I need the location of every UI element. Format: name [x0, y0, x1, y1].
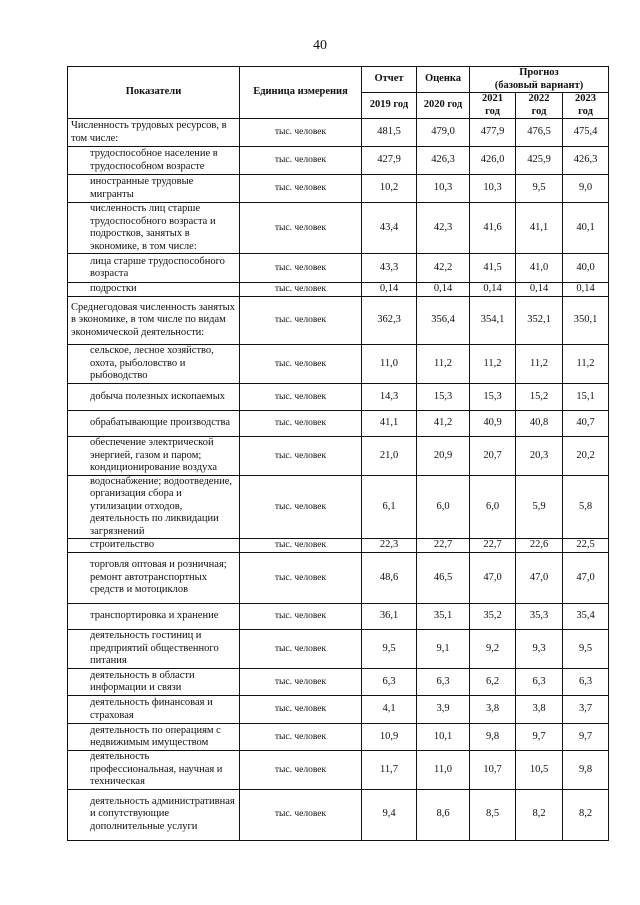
- row-value: 20,3: [516, 437, 563, 476]
- row-value: 9,5: [362, 630, 417, 669]
- row-value: 10,2: [362, 175, 417, 203]
- row-value: 35,3: [516, 604, 563, 630]
- row-value: 354,1: [470, 297, 516, 345]
- table-row: [68, 604, 609, 630]
- row-unit: тыс. человек: [240, 411, 362, 437]
- row-value: 350,1: [563, 297, 609, 345]
- row-indicator-name: деятельность по операциям с недвижимым имуществом: [68, 724, 240, 751]
- header-unit: Единица измерения: [240, 67, 362, 119]
- header-year: 2021 год: [470, 93, 516, 119]
- row-value: 35,4: [563, 604, 609, 630]
- row-value: 35,1: [417, 604, 470, 630]
- row-value: 475,4: [563, 119, 609, 147]
- row-value: 0,14: [563, 283, 609, 297]
- row-value: 6,0: [417, 475, 470, 539]
- row-value: 477,9: [470, 119, 516, 147]
- row-value: 362,3: [362, 297, 417, 345]
- row-indicator-name: лица старше трудоспособного возраста: [68, 254, 240, 283]
- row-unit: тыс. человек: [240, 384, 362, 411]
- row-value: 426,3: [563, 147, 609, 175]
- row-value: 8,5: [470, 789, 516, 840]
- header-year: 2022 год: [516, 93, 563, 119]
- row-unit: тыс. человек: [240, 119, 362, 147]
- row-indicator-name: водоснабжение; водоотведение, организация сбора и утилизации отходов, деятельность по ликвидации загрязнений: [68, 475, 240, 539]
- table-row: [68, 203, 609, 254]
- row-value: 10,9: [362, 724, 417, 751]
- row-indicator-name: строительство: [68, 539, 240, 553]
- row-value: 356,4: [417, 297, 470, 345]
- row-value: 42,2: [417, 254, 470, 283]
- row-value: 41,2: [417, 411, 470, 437]
- table-row: [68, 669, 609, 696]
- row-value: 15,3: [470, 384, 516, 411]
- row-indicator-name: транспортировка и хранение: [68, 604, 240, 630]
- row-unit: тыс. человек: [240, 283, 362, 297]
- row-value: 6,0: [470, 475, 516, 539]
- row-value: 4,1: [362, 696, 417, 724]
- header-year: 2020 год: [417, 93, 470, 119]
- row-value: 10,5: [516, 751, 563, 790]
- row-value: 43,4: [362, 203, 417, 254]
- row-indicator-name: деятельность в области информации и связи: [68, 669, 240, 696]
- row-value: 47,0: [516, 553, 563, 604]
- row-indicator-name: обрабатывающие производства: [68, 411, 240, 437]
- row-value: 6,1: [362, 475, 417, 539]
- row-value: 352,1: [516, 297, 563, 345]
- table-row: [68, 175, 609, 203]
- table-row: [68, 724, 609, 751]
- row-value: 15,3: [417, 384, 470, 411]
- row-value: 40,9: [470, 411, 516, 437]
- table-row: [68, 475, 609, 539]
- row-value: 481,5: [362, 119, 417, 147]
- row-value: 9,2: [470, 630, 516, 669]
- row-value: 5,9: [516, 475, 563, 539]
- row-value: 10,1: [417, 724, 470, 751]
- row-value: 6,3: [516, 669, 563, 696]
- row-value: 47,0: [470, 553, 516, 604]
- row-value: 40,0: [563, 254, 609, 283]
- row-value: 9,1: [417, 630, 470, 669]
- row-value: 14,3: [362, 384, 417, 411]
- row-value: 41,5: [470, 254, 516, 283]
- row-value: 9,5: [516, 175, 563, 203]
- header-estimate: Оценка: [417, 67, 470, 93]
- row-value: 22,7: [470, 539, 516, 553]
- row-value: 40,1: [563, 203, 609, 254]
- labor-forecast-table: [67, 66, 609, 841]
- row-value: 8,2: [516, 789, 563, 840]
- row-value: 42,3: [417, 203, 470, 254]
- table-row: [68, 297, 609, 345]
- row-value: 11,2: [417, 345, 470, 384]
- row-unit: тыс. человек: [240, 604, 362, 630]
- header-year: 2023 год: [563, 93, 609, 119]
- row-value: 43,3: [362, 254, 417, 283]
- row-unit: тыс. человек: [240, 789, 362, 840]
- header-forecast: Прогноз (базовый вариант): [470, 67, 609, 93]
- row-value: 9,7: [516, 724, 563, 751]
- row-unit: тыс. человек: [240, 297, 362, 345]
- row-value: 3,7: [563, 696, 609, 724]
- row-value: 20,9: [417, 437, 470, 476]
- row-unit: тыс. человек: [240, 147, 362, 175]
- row-value: 426,3: [417, 147, 470, 175]
- row-value: 6,3: [563, 669, 609, 696]
- row-value: 5,8: [563, 475, 609, 539]
- table-row: [68, 254, 609, 283]
- table-row: [68, 411, 609, 437]
- page-number: 40: [313, 38, 327, 53]
- row-value: 9,3: [516, 630, 563, 669]
- row-value: 22,3: [362, 539, 417, 553]
- row-value: 11,2: [470, 345, 516, 384]
- row-value: 6,2: [470, 669, 516, 696]
- row-unit: тыс. человек: [240, 203, 362, 254]
- header-report: Отчет: [362, 67, 417, 93]
- row-value: 20,2: [563, 437, 609, 476]
- row-value: 476,5: [516, 119, 563, 147]
- row-value: 479,0: [417, 119, 470, 147]
- row-indicator-name: подростки: [68, 283, 240, 297]
- row-value: 10,3: [417, 175, 470, 203]
- row-unit: тыс. человек: [240, 630, 362, 669]
- row-value: 15,2: [516, 384, 563, 411]
- table-row: [68, 384, 609, 411]
- row-indicator-name: иностранные трудовые мигранты: [68, 175, 240, 203]
- row-indicator-name: обеспечение электрической энергией, газом и паром; кондиционирование воздуха: [68, 437, 240, 476]
- row-value: 40,7: [563, 411, 609, 437]
- table-row: [68, 437, 609, 476]
- row-unit: тыс. человек: [240, 254, 362, 283]
- row-unit: тыс. человек: [240, 696, 362, 724]
- table-body: [68, 119, 609, 841]
- header-indicators: Показатели: [68, 67, 240, 119]
- row-value: 10,3: [470, 175, 516, 203]
- row-value: 10,7: [470, 751, 516, 790]
- row-value: 0,14: [417, 283, 470, 297]
- row-indicator-name: Численность трудовых ресурсов, в том числе:: [68, 119, 240, 147]
- row-value: 22,6: [516, 539, 563, 553]
- row-value: 6,3: [362, 669, 417, 696]
- table-row: [68, 147, 609, 175]
- row-value: 46,5: [417, 553, 470, 604]
- row-value: 425,9: [516, 147, 563, 175]
- row-value: 40,8: [516, 411, 563, 437]
- table-row: [68, 345, 609, 384]
- row-indicator-name: трудоспособное население в трудоспособном возрасте: [68, 147, 240, 175]
- row-value: 11,0: [417, 751, 470, 790]
- table-row: [68, 283, 609, 297]
- row-value: 11,2: [516, 345, 563, 384]
- row-unit: тыс. человек: [240, 724, 362, 751]
- row-value: 0,14: [362, 283, 417, 297]
- row-value: 6,3: [417, 669, 470, 696]
- row-value: 9,8: [470, 724, 516, 751]
- row-unit: тыс. человек: [240, 475, 362, 539]
- row-value: 41,0: [516, 254, 563, 283]
- row-value: 22,5: [563, 539, 609, 553]
- row-unit: тыс. человек: [240, 175, 362, 203]
- row-indicator-name: деятельность финансовая и страховая: [68, 696, 240, 724]
- row-value: 0,14: [516, 283, 563, 297]
- row-value: 8,2: [563, 789, 609, 840]
- row-value: 3,8: [516, 696, 563, 724]
- row-value: 9,7: [563, 724, 609, 751]
- row-indicator-name: деятельность административная и сопутствующие дополнительные услуги: [68, 789, 240, 840]
- row-value: 3,9: [417, 696, 470, 724]
- row-value: 9,8: [563, 751, 609, 790]
- table-row: [68, 789, 609, 840]
- row-value: 47,0: [563, 553, 609, 604]
- row-indicator-name: деятельность гостиниц и предприятий общественного питания: [68, 630, 240, 669]
- row-unit: тыс. человек: [240, 437, 362, 476]
- row-value: 15,1: [563, 384, 609, 411]
- row-unit: тыс. человек: [240, 539, 362, 553]
- row-value: 9,4: [362, 789, 417, 840]
- table-row: [68, 539, 609, 553]
- row-value: 11,2: [563, 345, 609, 384]
- row-value: 48,6: [362, 553, 417, 604]
- row-value: 41,6: [470, 203, 516, 254]
- header-row-top: [68, 67, 609, 93]
- row-indicator-name: добыча полезных ископаемых: [68, 384, 240, 411]
- table-row: [68, 553, 609, 604]
- row-value: 36,1: [362, 604, 417, 630]
- table-row: [68, 751, 609, 790]
- row-value: 11,7: [362, 751, 417, 790]
- row-value: 11,0: [362, 345, 417, 384]
- row-indicator-name: Среднегодовая численность занятых в экономике, в том числе по видам экономической деятельности:: [68, 297, 240, 345]
- table-row: [68, 119, 609, 147]
- row-value: 8,6: [417, 789, 470, 840]
- row-value: 20,7: [470, 437, 516, 476]
- row-indicator-name: сельское, лесное хозяйство, охота, рыболовство и рыбоводство: [68, 345, 240, 384]
- row-value: 35,2: [470, 604, 516, 630]
- row-value: 22,7: [417, 539, 470, 553]
- row-unit: тыс. человек: [240, 669, 362, 696]
- row-indicator-name: численность лиц старше трудоспособного возраста и подростков, занятых в экономике, в том числе:: [68, 203, 240, 254]
- row-unit: тыс. человек: [240, 553, 362, 604]
- row-value: 9,5: [563, 630, 609, 669]
- row-value: 21,0: [362, 437, 417, 476]
- row-value: 426,0: [470, 147, 516, 175]
- table-row: [68, 696, 609, 724]
- row-value: 427,9: [362, 147, 417, 175]
- header-year: 2019 год: [362, 93, 417, 119]
- table-row: [68, 630, 609, 669]
- row-value: 0,14: [470, 283, 516, 297]
- row-value: 41,1: [362, 411, 417, 437]
- row-value: 3,8: [470, 696, 516, 724]
- row-value: 41,1: [516, 203, 563, 254]
- row-unit: тыс. человек: [240, 751, 362, 790]
- row-unit: тыс. человек: [240, 345, 362, 384]
- row-indicator-name: торговля оптовая и розничная; ремонт автотранспортных средств и мотоциклов: [68, 553, 240, 604]
- row-value: 9,0: [563, 175, 609, 203]
- row-indicator-name: деятельность профессиональная, научная и техническая: [68, 751, 240, 790]
